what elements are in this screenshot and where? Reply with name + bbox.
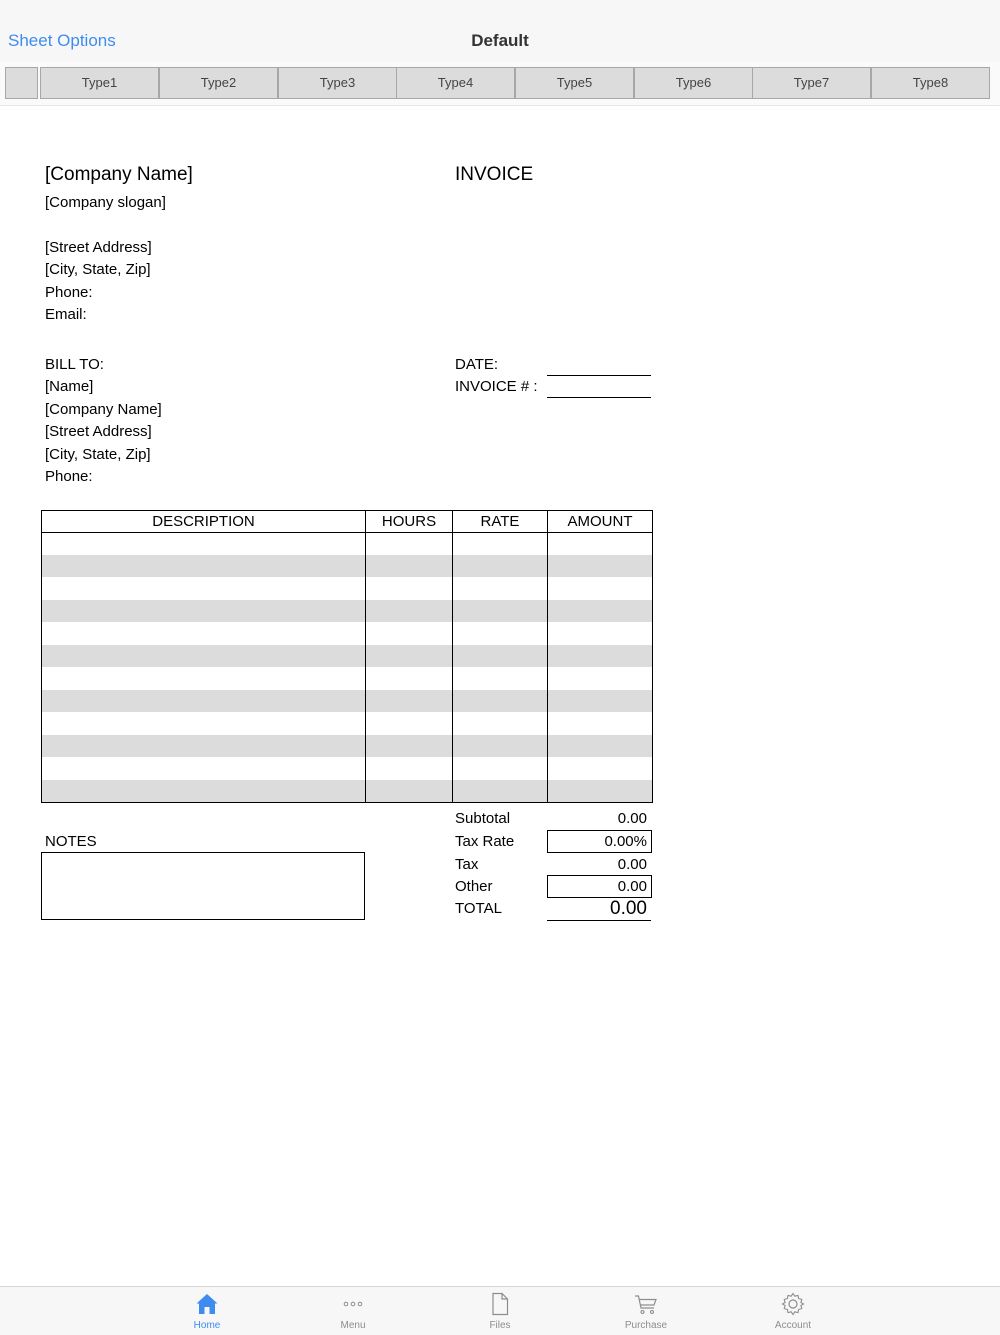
invoice-number-field[interactable] xyxy=(547,397,651,398)
bill-to-name[interactable]: [Name] xyxy=(45,378,94,395)
table-row[interactable] xyxy=(42,555,652,577)
subtotal-label: Subtotal xyxy=(455,810,511,827)
table-row[interactable] xyxy=(42,780,652,802)
date-field[interactable] xyxy=(547,375,651,376)
type-tab-6[interactable]: Type6 xyxy=(634,67,753,99)
file-icon xyxy=(488,1292,512,1316)
tab-bar xyxy=(0,1286,1000,1335)
sheet-options-button[interactable]: Sheet Options xyxy=(8,31,116,50)
bill-to-street[interactable]: [Street Address] xyxy=(45,423,152,440)
tab-home[interactable] xyxy=(152,1287,262,1335)
table-row[interactable] xyxy=(42,735,652,757)
tax-label: Tax xyxy=(455,856,479,873)
other-label: Other xyxy=(455,878,493,895)
total-underline xyxy=(547,920,651,921)
invoice-heading: INVOICE xyxy=(455,164,534,185)
tab-account[interactable] xyxy=(738,1287,848,1335)
table-row[interactable] xyxy=(42,690,652,712)
type-tab-8[interactable]: Type8 xyxy=(871,67,990,99)
column-header-amount: AMOUNT xyxy=(567,513,633,530)
column-divider xyxy=(547,511,548,802)
invoice-number-label: INVOICE # : xyxy=(455,378,538,395)
type-selector-bar xyxy=(0,62,1000,106)
date-label: DATE: xyxy=(455,356,499,373)
column-header-rate: RATE xyxy=(480,513,520,530)
type-tab-2[interactable]: Type2 xyxy=(159,67,278,99)
column-divider xyxy=(452,511,453,802)
type-tab-4[interactable]: Type4 xyxy=(396,67,515,99)
type-tab-3[interactable]: Type3 xyxy=(278,67,397,99)
tab-menu[interactable] xyxy=(298,1287,408,1335)
column-divider xyxy=(365,511,366,802)
city-state-zip[interactable]: [City, State, Zip] xyxy=(45,261,151,278)
table-row[interactable] xyxy=(42,645,652,667)
bill-to-company[interactable]: [Company Name] xyxy=(45,401,162,418)
tab-files[interactable] xyxy=(445,1287,555,1335)
type-tab-5[interactable]: Type5 xyxy=(515,67,634,99)
type-tab-1[interactable]: Type1 xyxy=(40,67,159,99)
header-divider xyxy=(42,532,652,533)
type-tab-7[interactable]: Type7 xyxy=(752,67,871,99)
total-value: 0.00 xyxy=(610,898,647,919)
notes-box[interactable] xyxy=(41,852,365,920)
line-items-table xyxy=(41,510,653,803)
total-label: TOTAL xyxy=(455,900,502,917)
gear-icon xyxy=(781,1292,805,1316)
page-title: Default xyxy=(471,31,529,50)
table-row[interactable] xyxy=(42,600,652,622)
tab-label: Menu xyxy=(340,1320,366,1331)
tab-label: Purchase xyxy=(624,1320,668,1331)
subtotal-value: 0.00 xyxy=(617,810,647,827)
cart-icon xyxy=(634,1292,658,1316)
notes-label: NOTES xyxy=(45,833,97,850)
more-icon xyxy=(341,1292,365,1316)
column-header-description: DESCRIPTION xyxy=(152,513,255,530)
email-label[interactable]: Email: xyxy=(45,306,87,323)
company-name[interactable]: [Company Name] xyxy=(45,164,193,185)
bill-to-phone[interactable]: Phone: xyxy=(45,468,93,485)
street-address[interactable]: [Street Address] xyxy=(45,239,152,256)
tab-label: Account xyxy=(774,1320,812,1331)
phone-label[interactable]: Phone: xyxy=(45,284,93,301)
tab-purchase[interactable] xyxy=(591,1287,701,1335)
tab-label: Home xyxy=(193,1320,221,1331)
tax-value: 0.00 xyxy=(617,856,647,873)
navigation-bar xyxy=(0,0,1000,63)
column-header-hours: HOURS xyxy=(381,513,437,530)
bill-to-city[interactable]: [City, State, Zip] xyxy=(45,446,151,463)
other-value: 0.00 xyxy=(617,878,647,895)
type-tab-lead xyxy=(5,67,38,99)
home-icon xyxy=(195,1292,219,1316)
company-slogan[interactable]: [Company slogan] xyxy=(45,194,166,211)
tax-rate-label: Tax Rate xyxy=(455,833,515,850)
tax-rate-value: 0.00% xyxy=(604,833,647,850)
tab-label: Files xyxy=(489,1320,511,1331)
bill-to-label: BILL TO: xyxy=(45,356,104,373)
